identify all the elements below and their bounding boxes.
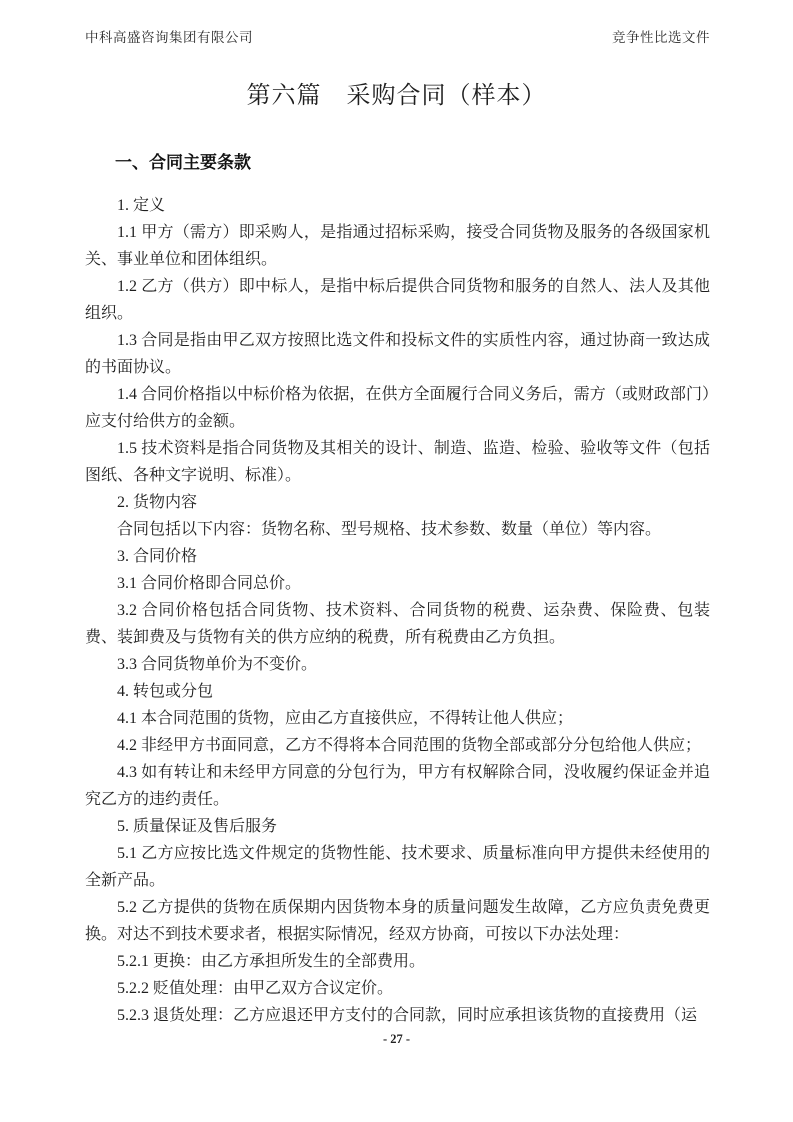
paragraph: 3.1 合同价格即合同总价。 (117, 575, 302, 592)
paragraph: 4.2 非经甲方书面同意，乙方不得将本合同范围的货物全部或部分分包给他人供应； (117, 737, 702, 754)
paragraph: 1.3 合同是指由甲乙双方按照比选文件和投标文件的实质性内容，通过协商一致达成的书面协议。 (85, 332, 710, 376)
paragraph: 1. 定义 (117, 197, 166, 214)
document-title: 第六篇 采购合同（样本） (246, 83, 547, 109)
section-heading: 一、合同主要条款 (115, 153, 251, 172)
paragraph: 3.2 合同价格包括合同货物、技术资料、合同货物的税费、运杂费、保险费、包装费、装卸费及与货物有关的供方应纳的税费，所有税费由乙方负担。 (85, 602, 710, 646)
page-number: - 27 - (382, 1032, 411, 1046)
contract-body (85, 149, 710, 1029)
paragraph: 5.2 乙方提供的货物在质保期内因货物本身的质量问题发生故障，乙方应负责免费更换。对达不到技术要求者，根据实际情况，经双方协商，可按以下办法处理： (85, 899, 710, 943)
paragraph: 4.1 本合同范围的货物，应由乙方直接供应，不得转让他人供应； (117, 710, 574, 727)
page-footer (0, 1031, 793, 1047)
header-company-name: 中科高盛咨询集团有限公司 (85, 30, 253, 45)
paragraph: 5.2.1 更换：由乙方承担所发生的全部费用。 (117, 953, 426, 970)
paragraph: 2. 货物内容 (117, 494, 198, 511)
paragraph: 4. 转包或分包 (117, 683, 214, 700)
paragraph: 3.3 合同货物单价为不变价。 (117, 656, 318, 673)
paragraph: 5.2.2 贬值处理：由甲乙双方合议定价。 (117, 980, 394, 997)
paragraph: 1.4 合同价格指以中标价格为依据，在供方全面履行合同义务后，需方（或财政部门）应支付给供方的金额。 (85, 386, 710, 430)
paragraph: 5.1 乙方应按比选文件规定的货物性能、技术要求、质量标准向甲方提供未经使用的全新产品。 (85, 845, 710, 889)
paragraph: 3. 合同价格 (117, 548, 198, 565)
paragraph: 5.2.3 退货处理：乙方应退还甲方支付的合同款，同时应承担该货物的直接费用（运 (117, 1007, 698, 1024)
header-doc-type: 竞争性比选文件 (612, 30, 710, 45)
page-header (85, 30, 710, 46)
paragraph: 1.1 甲方（需方）即采购人，是指通过招标采购，接受合同货物及服务的各级国家机关、事业单位和团体组织。 (85, 224, 710, 268)
paragraph: 5. 质量保证及售后服务 (117, 818, 278, 835)
paragraph: 1.2 乙方（供方）即中标人，是指中标后提供合同货物和服务的自然人、法人及其他组织。 (85, 278, 710, 322)
contract-paragraphs (85, 192, 710, 1029)
paragraph: 4.3 如有转让和未经甲方同意的分包行为，甲方有权解除合同，没收履约保证金并追究乙方的违约责任。 (85, 764, 710, 808)
paragraph: 1.5 技术资料是指合同货物及其相关的设计、制造、监造、检验、验收等文件（包括图纸、各种文字说明、标准）。 (85, 440, 710, 484)
paragraph: 合同包括以下内容：货物名称、型号规格、技术参数、数量（单位）等内容。 (117, 521, 662, 538)
